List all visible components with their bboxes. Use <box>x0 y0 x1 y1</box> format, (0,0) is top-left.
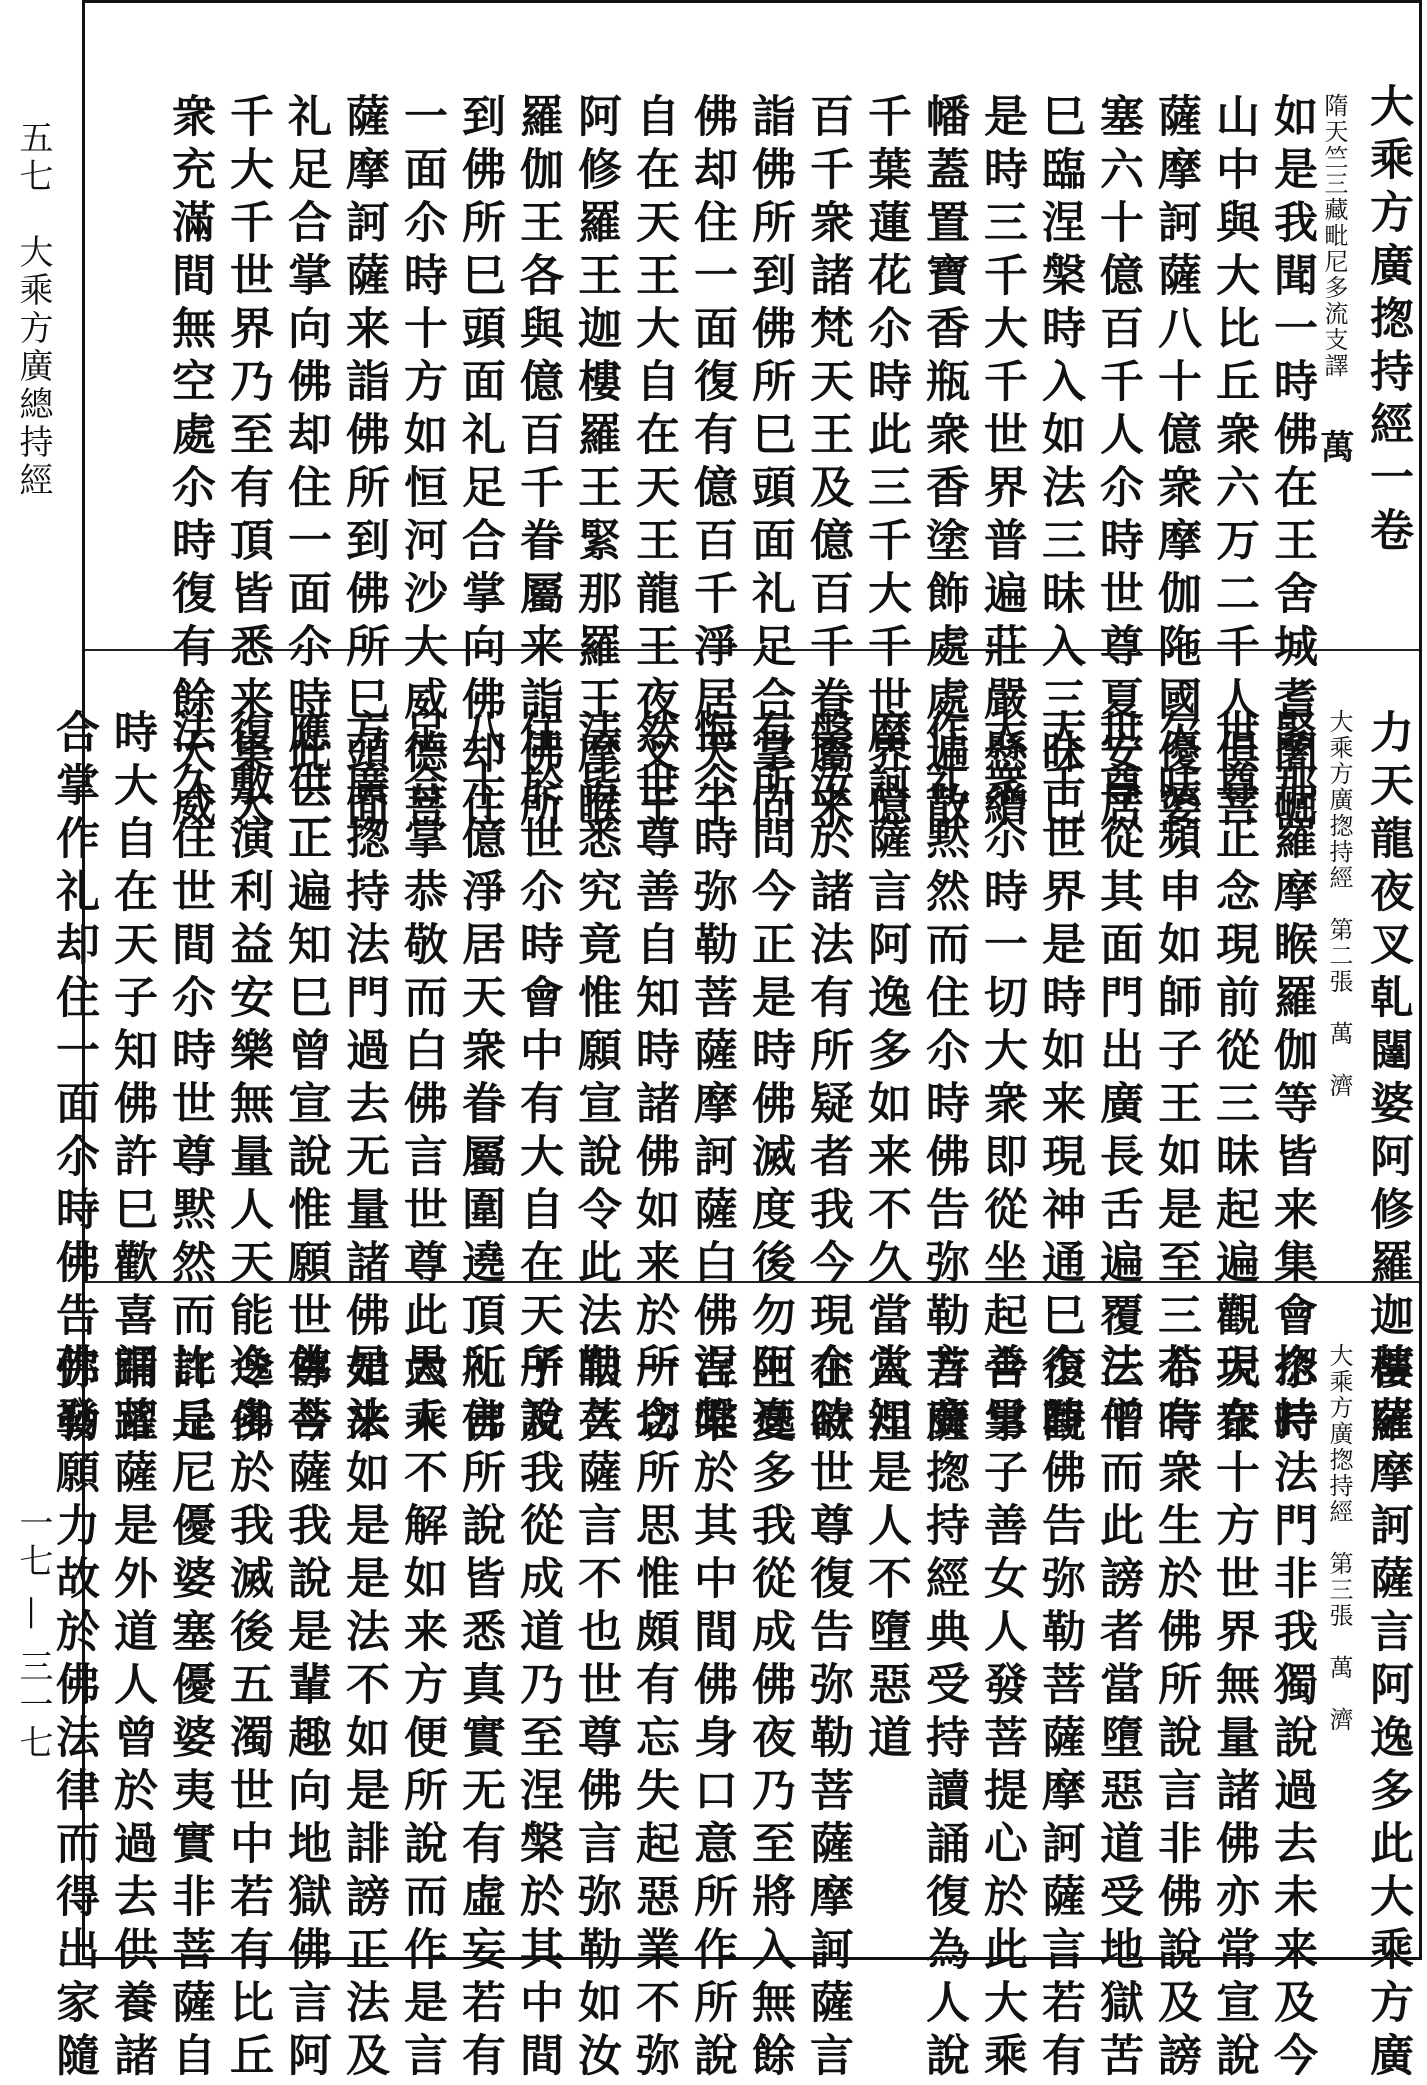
text-column: 阿逸多我從成佛夜乃至將入無餘 <box>744 1343 795 2085</box>
text-column: 所說我從成道乃至涅槃於其中間 <box>512 1343 563 2085</box>
text-column: 然世尊善自知時諸佛如来於一切 <box>628 709 679 1451</box>
text-column: 佛發願力故於佛法律而得出家隨 <box>48 1343 99 2085</box>
margin-volume-label: 五七 大乘方廣總持經 <box>13 120 53 500</box>
text-column: 菩薩摩訶薩言阿逸多此大乘方廣 <box>1362 1343 1413 2085</box>
text-column: 到佛所巳頭面礼足合掌向佛却住 <box>454 93 505 835</box>
text-column: 法皆悉究竟惟願宣說令此法眼久 <box>570 709 621 1451</box>
text-column: 大千世界是時如来現神通巳復觀 <box>1034 709 1085 1451</box>
text-column: 百千衆諸梵天王及億百千眷屬来 <box>802 93 853 835</box>
text-column: 愚人不解如来方便所說而作是言 <box>396 1343 447 2085</box>
text-column: 世尊正念現前從三昧起遍觀大衆 <box>1208 709 1259 1451</box>
page-frame <box>48 0 1422 2085</box>
text-column: 比丘尼優婆塞優婆夷實非菩薩自 <box>164 1343 215 2085</box>
text-column: 薩摩訶薩来詣佛所到佛所巳頭面 <box>338 93 389 835</box>
text-column: 復敷演利益安樂無量人天能令佛 <box>222 709 273 1451</box>
text-column: 是法如是是法不如是誹謗正法及 <box>338 1343 389 2085</box>
text-column: 薩摩訶薩八十億衆摩伽陁國優婆 <box>1150 93 1201 835</box>
text-column: 緊那羅摩睺羅伽等皆来集會尒時 <box>1266 709 1317 1451</box>
text-column: 善男子善女人發菩提心於此大乘 <box>976 1343 1027 2085</box>
text-column: 方廣揔持經典受持讀誦復為人說 <box>918 1343 969 2085</box>
text-column: 作礼黙然而住尒時佛告弥勒菩薩 <box>918 709 969 1451</box>
text-column: 所念所思惟頗有忘失起惡業不弥 <box>628 1343 679 2085</box>
text-column: 時大自在天子知佛許巳歡喜踊躍 <box>106 709 157 1451</box>
text-column: 方廣揔持法門過去无量諸佛如来 <box>338 709 389 1451</box>
text-column: 槃汝於諸法有所疑者我今現在欲 <box>802 709 853 1451</box>
text-column: 巳臨涅槃時入如法三昧入三昧巳 <box>1034 93 1085 835</box>
panel-1-text <box>95 3 1413 835</box>
text-column: 力天龍夜叉乹闥婆阿修羅迦樓羅 <box>1362 709 1413 1451</box>
text-column: 法僧而此謗者當墮惡道受地獄苦 <box>1092 1343 1143 2085</box>
text-column: 佛菩薩我說是輩趣向地獄佛言阿 <box>280 1343 331 2085</box>
text-column: 涅槃於其中間佛身口意所作所說 <box>686 1343 737 2085</box>
text-column: 羅伽王各與億百千眷屬来詣佛所 <box>512 93 563 835</box>
text-column: 應供正遍知巳曾宣說惟願世尊今 <box>280 709 331 1451</box>
text-column: 有所問今正是時佛滅度後勿生憂 <box>744 709 795 1451</box>
text-column: 幡蓋置寶香瓶衆香塗飾處處遍散 <box>918 93 969 835</box>
panel-3-text <box>48 1283 1413 2085</box>
text-column: 尒時佛告弥勒菩薩摩訶薩言若有 <box>1034 1343 1085 2085</box>
margin-page-number: 一七 — 三一七 <box>13 1505 53 1763</box>
text-column: 合掌作礼却住一面尒時佛告弥勒 <box>48 709 99 1451</box>
text-column: 衆充滿間無空處尒時復有餘大威 <box>164 93 215 835</box>
text-column: 謂菩薩是外道人曾於過去供養諸 <box>106 1343 157 2085</box>
text-column: 如是我聞一時佛在王舍城耆闍崛 <box>1266 93 1317 835</box>
text-column: 住於世尒時會中有大自在天子及 <box>512 709 563 1451</box>
text-column: 所言所說皆悉真實无有虛妄若有 <box>454 1343 505 2085</box>
text-column: 詣佛所到佛所巳頭面礼足合掌向 <box>744 93 795 835</box>
text-column: 是時三千大千世界普遍莊嚴懸繒 <box>976 93 1027 835</box>
text-column: 逸多於我滅後五濁世中若有比丘 <box>222 1343 273 2085</box>
side-note: 大乘方廣揔持經 第三張 萬 濟 <box>1325 1343 1353 1733</box>
translator-line <box>1314 93 1354 465</box>
translator-text: 隋天竺三藏毗尼多流支譯 <box>1320 93 1348 379</box>
text-column: 悔尒時弥勒菩薩摩訶薩白佛言唯 <box>686 709 737 1451</box>
text-column: 自在天王大自在天王龍王夜叉王 <box>628 93 679 835</box>
text-column: 若有衆生於佛所說言非佛說及謗 <box>1150 1343 1201 2085</box>
text-column: 摩訶薩言阿逸多如来不久當入涅 <box>860 709 911 1451</box>
text-column: 大衆尒時一切大衆即從坐起合掌 <box>976 709 1027 1451</box>
text-column: 尒時世尊復告弥勒菩薩摩訶薩言 <box>802 1343 853 2085</box>
text-column: 當知是人不墮惡道 <box>860 1343 911 1767</box>
text-column: 八十億淨居天衆眷屬圍遶頂礼佛 <box>454 709 505 1451</box>
panel-mark: 萬 <box>1314 428 1354 465</box>
text-column: 世尊從其面門出廣長舌遍覆三千 <box>1092 709 1143 1451</box>
text-column: 佛却住一面復有億百千淨居天子 <box>686 93 737 835</box>
side-note: 大乘方廣揔持經 第二張 萬 濟 <box>1325 709 1353 1099</box>
sutra-title: 大乘方廣揔持經一卷 <box>1362 83 1413 560</box>
text-column: 現在十方世界無量諸佛亦常宣說 <box>1208 1343 1259 2085</box>
text-column: 揔持法門非我獨說過去未来及今 <box>1266 1343 1317 2085</box>
text-column: 千大千世界乃至有頂皆悉来集大 <box>222 93 273 835</box>
text-column: 阿修羅王迦樓羅王緊那羅王摩睺 <box>570 93 621 835</box>
text-column: 足合掌恭敬而白佛言世尊此大乘 <box>396 709 447 1451</box>
text-column: 一面尒時十方如恒河沙大威德菩 <box>396 93 447 835</box>
panel-2 <box>48 651 1419 1451</box>
text-column: 千葉蓮花尒時此三千大千世界億 <box>860 93 911 835</box>
panel-1 <box>85 3 1419 835</box>
text-column: 勒菩薩言不也世尊佛言弥勒如汝 <box>570 1343 621 2085</box>
text-column: 塞六十億百千人尒時世尊夏安居 <box>1092 93 1143 835</box>
text-column: 山中與大比丘衆六万二千人俱菩 <box>1208 93 1259 835</box>
text-column: 礼足合掌向佛却住一面尒時此三 <box>280 93 331 835</box>
text-column: 欠呿頻申如師子王如是至三尒時 <box>1150 709 1201 1451</box>
panel-3 <box>48 1283 1419 2085</box>
text-column: 法久住世間尒時世尊黙然而許是 <box>164 709 215 1451</box>
panel-2-text <box>48 651 1413 1451</box>
